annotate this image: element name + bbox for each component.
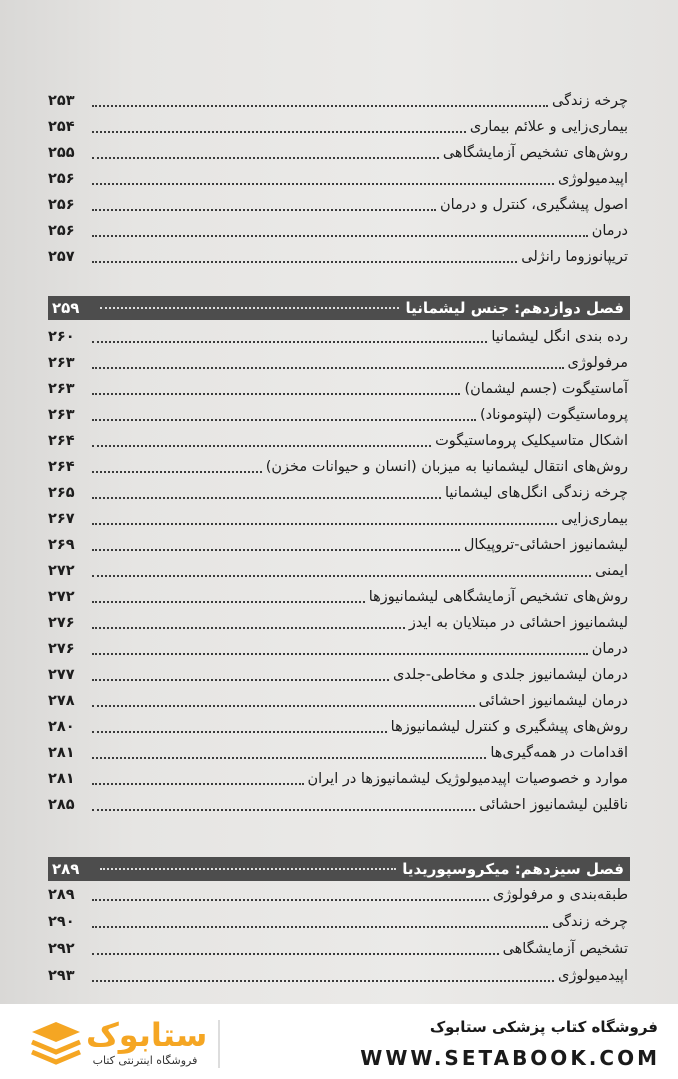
store-url: WWW.SETABOOK.COM (360, 1046, 660, 1070)
toc-entry-page: ۲۶۴ (48, 433, 75, 449)
toc-entry (48, 660, 628, 686)
store-logo (28, 1016, 258, 1070)
toc-entry (48, 880, 628, 906)
book-stack-icon (28, 1016, 84, 1070)
toc-entry-page: ۲۷۸ (48, 693, 75, 709)
toc-leader-dots (92, 183, 554, 185)
toc-entry (48, 934, 628, 960)
toc-entry-title: رده بندی انگل لیشمانیا (491, 329, 628, 345)
toc-entry-page: ۲۶۳ (48, 407, 75, 423)
toc-entry (48, 907, 628, 933)
toc-entry (48, 790, 628, 816)
toc-leader-dots (92, 980, 554, 982)
toc-entry-page: ۲۶۳ (48, 381, 75, 397)
toc-entry (48, 190, 628, 216)
toc-entry-page: ۲۶۳ (48, 355, 75, 371)
toc-entry-title: اصول پیشگیری، کنترل و درمان (439, 197, 628, 213)
toc-entry-title: درمان (591, 223, 628, 239)
toc-entry (48, 608, 628, 634)
toc-entry-page: ۲۵۶ (48, 197, 75, 213)
chapter-page: ۲۸۹ (52, 860, 80, 878)
toc-entry-title: روش‌های انتقال لیشمانیا به میزبان (انسان و حیوانات مخزن) (265, 459, 628, 475)
toc-entry (48, 216, 628, 242)
toc-entry-title: ناقلین لیشمانیوز احشائی (479, 797, 628, 813)
toc-entry (48, 764, 628, 790)
logo-tagline: فروشگاه اینترنتی کتاب (92, 1054, 198, 1067)
toc-leader-dots (92, 393, 460, 395)
toc-leader-dots (92, 783, 304, 785)
toc-leader-dots (92, 367, 564, 369)
toc-leader-dots (92, 601, 365, 603)
toc-entry-page: ۲۸۰ (48, 719, 75, 735)
toc-entry-title: اپیدمیولوژی (558, 171, 628, 187)
toc-entry (48, 504, 628, 530)
toc-entry-title: چرخه زندگی (552, 93, 628, 109)
toc-entry (48, 112, 628, 138)
toc-entry (48, 961, 628, 987)
toc-leader-dots (92, 549, 460, 551)
chapter-heading-bar (48, 857, 630, 881)
toc-entry (48, 556, 628, 582)
toc-entry-page: ۲۷۲ (48, 563, 75, 579)
toc-entry (48, 86, 628, 112)
toc-entry-title: درمان لیشمانیوز جلدی و مخاطی-جلدی (392, 667, 628, 683)
toc-entry-title: روش‌های تشخیص آزمایشگاهی لیشمانیوزها (368, 589, 628, 605)
toc-entry (48, 348, 628, 374)
toc-entry-page: ۲۹۲ (48, 941, 75, 957)
toc-entry-title: تشخیص آزمایشگاهی (502, 941, 628, 957)
toc-entry (48, 242, 628, 268)
toc-entry-title: روش‌های تشخیص آزمایشگاهی (442, 145, 628, 161)
toc-leader-dots (92, 679, 389, 681)
toc-leader-dots (92, 445, 431, 447)
chapter-page: ۲۵۹ (52, 299, 80, 317)
toc-entry-page: ۲۸۵ (48, 797, 75, 813)
toc-leader-dots (92, 809, 475, 811)
toc-entry-title: طبقه‌بندی و مرفولوژی (492, 887, 628, 903)
store-name: فروشگاه کتاب پزشکی ستابوک (429, 1018, 658, 1036)
toc-entry-title: ایمنی (595, 563, 628, 579)
toc-leader-dots (92, 757, 486, 759)
toc-entry (48, 164, 628, 190)
toc-entry (48, 686, 628, 712)
toc-entry-title: تریپانوزوما رانژلی (521, 249, 628, 265)
toc-leader-dots (92, 653, 588, 655)
toc-entry-page: ۲۶۷ (48, 511, 75, 527)
toc-entry (48, 530, 628, 556)
toc-entry (48, 452, 628, 478)
logo-divider (218, 1020, 220, 1068)
chapter-heading-bar (48, 296, 630, 320)
toc-entry-title: بیماری‌زایی و علائم بیماری (469, 119, 628, 135)
toc-leader-dots (92, 261, 517, 263)
toc-entry-page: ۲۵۳ (48, 93, 75, 109)
toc-entry-title: چرخه زندگی (552, 914, 628, 930)
toc-leader-dots (92, 105, 548, 107)
toc-entry-page: ۲۶۹ (48, 537, 75, 553)
toc-entry-page: ۲۹۳ (48, 968, 75, 984)
toc-leader-dots (92, 209, 436, 211)
toc-entry (48, 478, 628, 504)
toc-entry-title: اقدامات در همه‌گیری‌ها (490, 745, 628, 761)
toc-entry-title: درمان لیشمانیوز احشائی (478, 693, 628, 709)
toc-entry (48, 712, 628, 738)
toc-entry-page: ۲۶۰ (48, 329, 75, 345)
toc-entry-page: ۲۵۴ (48, 119, 75, 135)
logo-wordmark: ستابوک (86, 1016, 208, 1054)
toc-entry-title: چرخه زندگی انگل‌های لیشمانیا (445, 485, 628, 501)
toc-entry (48, 738, 628, 764)
toc-leader-dots (92, 419, 476, 421)
toc-entry-title: بیماری‌زایی (561, 511, 628, 527)
toc-leader-dots (92, 523, 557, 525)
toc-entry (48, 582, 628, 608)
toc-entry-page: ۲۶۵ (48, 485, 75, 501)
toc-entry-title: پروماستیگوت (لپتوموناد) (479, 407, 628, 423)
toc-entry (48, 426, 628, 452)
toc-entry-page: ۲۶۴ (48, 459, 75, 475)
toc-leader-dots (92, 575, 591, 577)
toc-entry-page: ۲۷۶ (48, 641, 75, 657)
toc-leader-dots (92, 926, 548, 928)
chapter-title: فصل دوازدهم: جنس لیشمانیا (405, 299, 624, 317)
toc-leader-dots (92, 731, 387, 733)
toc-entry-title: روش‌های پیشگیری و کنترل لیشمانیوزها (390, 719, 628, 735)
toc-leader-dots (92, 705, 475, 707)
toc-entry-title: اپیدمیولوژی (558, 968, 628, 984)
toc-leader-dots (92, 899, 489, 901)
toc-leader-dots (92, 131, 466, 133)
chapter-leader-dots (100, 307, 399, 309)
toc-entry-page: ۲۵۶ (48, 223, 75, 239)
toc-entry-page: ۲۵۷ (48, 249, 75, 265)
toc-entry-page: ۲۷۶ (48, 615, 75, 631)
chapter-title: فصل سیزدهم: میکروسپوریدیا (402, 860, 624, 878)
toc-entry (48, 322, 628, 348)
chapter-leader-dots (100, 868, 396, 870)
toc-entry-page: ۲۷۷ (48, 667, 75, 683)
toc-entry-title: لیشمانیوز احشائی-تروپیکال (463, 537, 628, 553)
toc-entry-title: موارد و خصوصیات اپیدمیولوژیک لیشمانیوزها در ایران (307, 771, 628, 787)
toc-entry (48, 138, 628, 164)
toc-leader-dots (92, 157, 439, 159)
toc-entry (48, 634, 628, 660)
toc-leader-dots (92, 627, 405, 629)
toc-entry-page: ۲۸۱ (48, 771, 75, 787)
toc-entry (48, 374, 628, 400)
toc-entry-title: اشکال متاسیکلیک پروماستیگوت (435, 433, 628, 449)
toc-entry-title: مرفولوژی (567, 355, 628, 371)
toc-entry-page: ۲۵۶ (48, 171, 75, 187)
toc-leader-dots (92, 471, 262, 473)
toc-entry-page: ۲۹۰ (48, 914, 75, 930)
toc-entry-page: ۲۷۲ (48, 589, 75, 605)
toc-entry-title: لیشمانیوز احشائی در مبتلایان به ایدز (408, 615, 628, 631)
toc-leader-dots (92, 235, 588, 237)
toc-entry-page: ۲۵۵ (48, 145, 75, 161)
toc-leader-dots (92, 497, 441, 499)
toc-entry-title: درمان (591, 641, 628, 657)
toc-entry-title: آماستیگوت (جسم لیشمان) (464, 381, 628, 397)
toc-leader-dots (92, 953, 499, 955)
toc-entry (48, 400, 628, 426)
toc-entry-page: ۲۸۱ (48, 745, 75, 761)
toc-leader-dots (92, 341, 487, 343)
toc-entry-page: ۲۸۹ (48, 887, 75, 903)
store-footer-banner (0, 1004, 678, 1079)
